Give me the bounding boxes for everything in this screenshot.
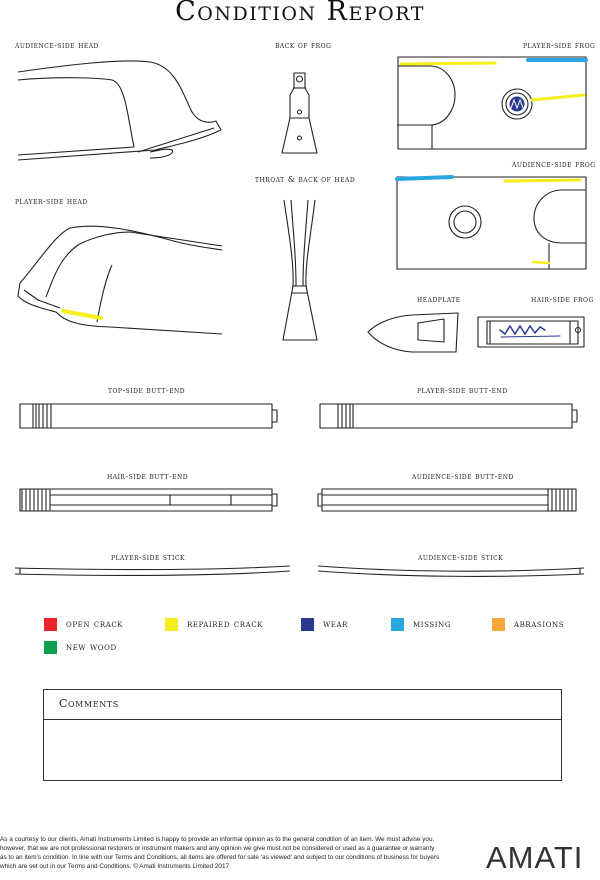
legend-label: abrasions (514, 619, 565, 630)
hair-side-butt-end-drawing (20, 489, 277, 511)
label-hair-side-butt-end: hair-side butt-end (107, 472, 189, 481)
legend-label: missing (413, 619, 452, 630)
throat-back-of-head-drawing (283, 200, 317, 340)
player-side-head-drawing (18, 226, 222, 334)
legend-swatch (165, 618, 178, 631)
legend-missing (391, 618, 451, 631)
legend-label: repaired crack (187, 619, 264, 630)
back-of-frog-drawing (282, 73, 317, 153)
player-side-frog-drawing (397, 57, 586, 149)
legend-wear (301, 618, 348, 631)
comments-heading: Comments (44, 690, 561, 720)
legend-label: wear (323, 619, 349, 630)
label-audience-side-butt-end: audience-side butt-end (412, 472, 514, 481)
label-back-of-frog: back of frog (275, 41, 332, 50)
label-player-side-head: player-side head (15, 197, 88, 206)
comments-input[interactable] (44, 720, 561, 780)
label-top-side-butt-end: top-side butt-end (108, 386, 186, 395)
legend-abrasions (492, 618, 564, 631)
label-player-side-frog: player-side frog (523, 41, 596, 50)
legend-swatch (492, 618, 505, 631)
label-audience-side-stick: audience-side stick (418, 553, 504, 562)
legend-swatch (44, 641, 57, 654)
player-side-butt-end-drawing (320, 404, 577, 428)
page-title: Condition Report (175, 0, 425, 27)
top-side-butt-end-drawing (20, 404, 277, 428)
label-player-side-stick: player-side stick (111, 553, 185, 562)
amati-logo: AMATI (486, 840, 584, 875)
headplate-drawing (368, 313, 458, 352)
label-hair-side-frog: hair-side frog (531, 295, 594, 304)
legend-repaired-crack (165, 618, 263, 631)
comments-box (43, 689, 562, 781)
audience-side-butt-end-drawing (318, 489, 576, 511)
label-audience-side-frog: audience-side frog (512, 160, 596, 169)
legend-swatch (44, 618, 57, 631)
label-headplate: headplate (417, 295, 461, 304)
audience-side-head-drawing (18, 61, 221, 160)
legend-label: new wood (66, 642, 117, 653)
disclaimer-text: As a courtesy to our clients, Amati Instruments Limited is happy to provide an informal opinion as to the general condition of an item. We must advise you, however, that we are not professional restorers or instrument makers and any opinion we give must not be considered or used as a guarantee or warranty as to an item’s condition. In line with our Terms and Conditions, all items are offered for sale ‘as viewed’ and subject to our conditions of business for buyers which are set out in our Terms and Conditions. © Amati Instruments Limited 2017 (0, 836, 440, 870)
legend-swatch (301, 618, 314, 631)
legend-new-wood (44, 641, 117, 654)
label-audience-side-head: audience-side head (15, 41, 99, 50)
legend-open-crack (44, 618, 123, 631)
condition-markings (63, 60, 586, 337)
hair-side-frog-drawing (478, 317, 584, 347)
player-side-stick-drawing (15, 566, 290, 576)
audience-side-stick-drawing (318, 566, 584, 576)
label-throat-back-of-head: throat & back of head (255, 175, 356, 184)
legend-swatch (391, 618, 404, 631)
label-player-side-butt-end: player-side butt-end (417, 386, 508, 395)
legend-label: open crack (66, 619, 124, 630)
audience-side-frog-drawing (397, 177, 586, 269)
